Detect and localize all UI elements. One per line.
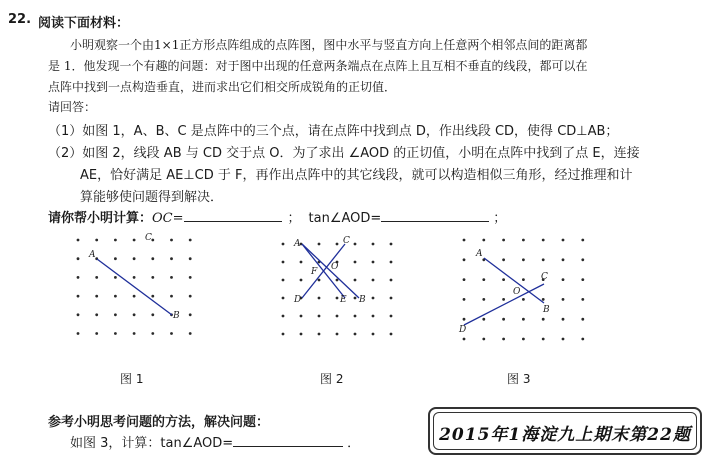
grid-dot — [390, 315, 393, 318]
tan-label-1: tan∠AOD= — [308, 211, 382, 226]
grid-dot — [522, 278, 525, 281]
figure-1-label-b: B — [173, 311, 180, 321]
grid-dot — [390, 333, 393, 336]
grid-dot — [151, 332, 154, 335]
grid-dot — [390, 279, 393, 282]
grid-dot — [151, 313, 154, 316]
part-2-line-3: 算能够使问题得到解决． — [80, 190, 224, 205]
grid-dot — [336, 333, 339, 336]
intro-line-3: 点阵中找到一点构造垂直，进而求出它们相交所成锐角的正切值． — [48, 80, 397, 94]
grid-dot — [482, 278, 485, 281]
grid-dot — [95, 276, 98, 279]
part-2-line-1: （2）如图 2，线段 AB 与 CD 交于点 O．为了求出 ∠AOD 的正切值，小明在点阵中找到了点 E，连接 — [48, 146, 640, 161]
grid-dot — [372, 261, 375, 264]
grid-dot — [542, 338, 545, 341]
grid-dot — [170, 295, 173, 298]
grid-dot — [581, 258, 584, 261]
grid-dot — [562, 318, 565, 321]
grid-dot — [502, 258, 505, 261]
figure-2-caption: 图 2 — [320, 372, 344, 386]
grid-dot — [354, 261, 357, 264]
grid-dot — [372, 243, 375, 246]
grid-dot — [318, 297, 321, 300]
grid-dot — [133, 239, 136, 242]
part-1: （1）如图 1，A、B、C 是点阵中的三个点，请在点阵中找到点 D，作出线段 CD，使得 CD⊥AB； — [48, 124, 619, 139]
grid-dot — [354, 297, 357, 300]
grid-dot — [354, 333, 357, 336]
figure-2-label-f: F — [311, 267, 318, 277]
oc-label: OC= — [152, 211, 184, 226]
answer-prompt: 请回答： — [48, 100, 97, 114]
help-calc-label: 请你帮小明计算： — [48, 211, 153, 226]
grid-dot — [95, 313, 98, 316]
grid-dot — [114, 239, 117, 242]
grid-dot — [77, 332, 80, 335]
grid-dot — [522, 239, 525, 242]
intro-line-2: 是 1．他发现一个有趣的问题：对于图中出现的任意两条端点在点阵上且互相不垂直的线段，都可以在 — [48, 59, 588, 73]
grid-dot — [151, 295, 154, 298]
grid-dot — [300, 333, 303, 336]
grid-dot — [502, 338, 505, 341]
grid-dot — [542, 298, 545, 301]
grid-dot — [170, 276, 173, 279]
grid-dot — [581, 298, 584, 301]
grid-dot — [463, 278, 466, 281]
problem-heading: 阅读下面材料： — [38, 16, 130, 31]
grid-dot — [114, 276, 117, 279]
figure-1-label-c: C — [145, 233, 152, 243]
grid-dot — [354, 243, 357, 246]
grid-dot — [390, 297, 393, 300]
grid-dot — [354, 279, 357, 282]
grid-dot — [390, 261, 393, 264]
grid-dot — [189, 239, 192, 242]
grid-dot — [77, 313, 80, 316]
grid-dot — [372, 279, 375, 282]
reference-heading: 参考小明思考问题的方法，解决问题： — [48, 415, 270, 430]
grid-dot — [482, 239, 485, 242]
grid-dot — [502, 318, 505, 321]
grid-dot — [133, 276, 136, 279]
source-stamp-text: 2015年1海淀九上期末第22题 — [439, 425, 691, 445]
grid-dot — [133, 257, 136, 260]
figure-3-calc-line — [70, 432, 360, 451]
grid-dot — [77, 239, 80, 242]
grid-dot — [282, 243, 285, 246]
grid-dot — [114, 332, 117, 335]
grid-dot — [133, 295, 136, 298]
part-2-line-2: AE，恰好满足 AE⊥CD 于 F，再作出点阵中的其它线段，就可以构造相似三角形，经过推理和计 — [80, 168, 633, 183]
figure-3-tan-answer-blank[interactable] — [233, 433, 343, 447]
grid-dot — [114, 295, 117, 298]
figure-3-caption: 图 3 — [507, 372, 531, 386]
grid-dot — [522, 258, 525, 261]
grid-dot — [318, 315, 321, 318]
figure-2-label-e: E — [340, 295, 347, 305]
figure-2-label-a: A — [294, 239, 301, 249]
grid-dot — [282, 261, 285, 264]
grid-dot — [95, 332, 98, 335]
grid-dot — [77, 295, 80, 298]
grid-dot — [562, 278, 565, 281]
grid-dot — [562, 338, 565, 341]
grid-dot — [300, 261, 303, 264]
grid-dot — [463, 298, 466, 301]
grid-dot — [581, 278, 584, 281]
grid-dot — [482, 298, 485, 301]
grid-dot — [114, 313, 117, 316]
figure-2-label-b: B — [359, 295, 366, 305]
grid-dot — [463, 318, 466, 321]
period: ． — [347, 436, 361, 451]
grid-dot — [581, 318, 584, 321]
grid-dot — [318, 243, 321, 246]
figure-1-caption: 图 1 — [120, 372, 144, 386]
grid-dot — [170, 332, 173, 335]
grid-dot — [318, 333, 321, 336]
grid-dot — [502, 278, 505, 281]
grid-dot — [336, 315, 339, 318]
grid-dot — [114, 257, 117, 260]
grid-dot — [463, 239, 466, 242]
grid-dot — [354, 315, 357, 318]
figure-3-calc-label: 如图 3，计算：tan∠AOD= — [70, 436, 234, 451]
grid-dot — [300, 279, 303, 282]
figure-1-segment-ab — [97, 259, 172, 315]
grid-dot — [502, 298, 505, 301]
grid-dot — [522, 298, 525, 301]
grid-dot — [463, 258, 466, 261]
grid-dot — [95, 295, 98, 298]
grid-dot — [542, 318, 545, 321]
figure-3-label-b: B — [543, 305, 550, 315]
figure-2-label-c: C — [343, 236, 350, 246]
grid-dot — [151, 276, 154, 279]
grid-dot — [336, 297, 339, 300]
grid-dot — [151, 257, 154, 260]
grid-dot — [189, 332, 192, 335]
grid-dot — [482, 318, 485, 321]
grid-dot — [189, 257, 192, 260]
grid-dot — [189, 295, 192, 298]
grid-dot — [189, 276, 192, 279]
grid-dot — [372, 315, 375, 318]
figure-2-label-o: O — [331, 262, 339, 272]
grid-dot — [300, 315, 303, 318]
grid-dot — [282, 333, 285, 336]
figure-2-label-d: D — [294, 295, 302, 305]
grid-dot — [170, 239, 173, 242]
grid-dot — [336, 243, 339, 246]
grid-dot — [95, 239, 98, 242]
problem-number: 22. — [8, 12, 32, 27]
semicolon-1: ； — [287, 211, 301, 226]
grid-dot — [522, 338, 525, 341]
grid-dot — [562, 258, 565, 261]
grid-dot — [522, 318, 525, 321]
source-stamp — [428, 407, 702, 455]
grid-dot — [562, 239, 565, 242]
grid-dot — [482, 338, 485, 341]
figure-3-label-a: A — [476, 249, 483, 259]
figure-2-dot-grid — [282, 243, 393, 336]
grid-dot — [581, 338, 584, 341]
figure-3-label-c: C — [541, 272, 548, 282]
intro-line-1: 小明观察一个由1×1正方形点阵组成的点阵图，图中水平与竖直方向上任意两个相邻点间的距离都 — [70, 38, 588, 52]
grid-dot — [372, 333, 375, 336]
figure-3-label-o: O — [513, 287, 521, 297]
grid-dot — [390, 243, 393, 246]
grid-dot — [133, 332, 136, 335]
grid-dot — [542, 258, 545, 261]
grid-dot — [77, 257, 80, 260]
grid-dot — [77, 276, 80, 279]
grid-dot — [170, 257, 173, 260]
grid-dot — [372, 297, 375, 300]
grid-dot — [282, 297, 285, 300]
grid-dot — [189, 313, 192, 316]
grid-dot — [562, 298, 565, 301]
grid-dot — [318, 279, 321, 282]
grid-dot — [336, 279, 339, 282]
grid-dot — [282, 279, 285, 282]
grid-dot — [502, 239, 505, 242]
grid-dot — [282, 315, 285, 318]
semicolon-2: ； — [493, 211, 507, 226]
grid-dot — [463, 338, 466, 341]
grid-dot — [133, 313, 136, 316]
figure-1-label-a: A — [89, 250, 96, 260]
grid-dot — [542, 239, 545, 242]
grid-dot — [581, 239, 584, 242]
figure-3-label-d: D — [459, 325, 467, 335]
